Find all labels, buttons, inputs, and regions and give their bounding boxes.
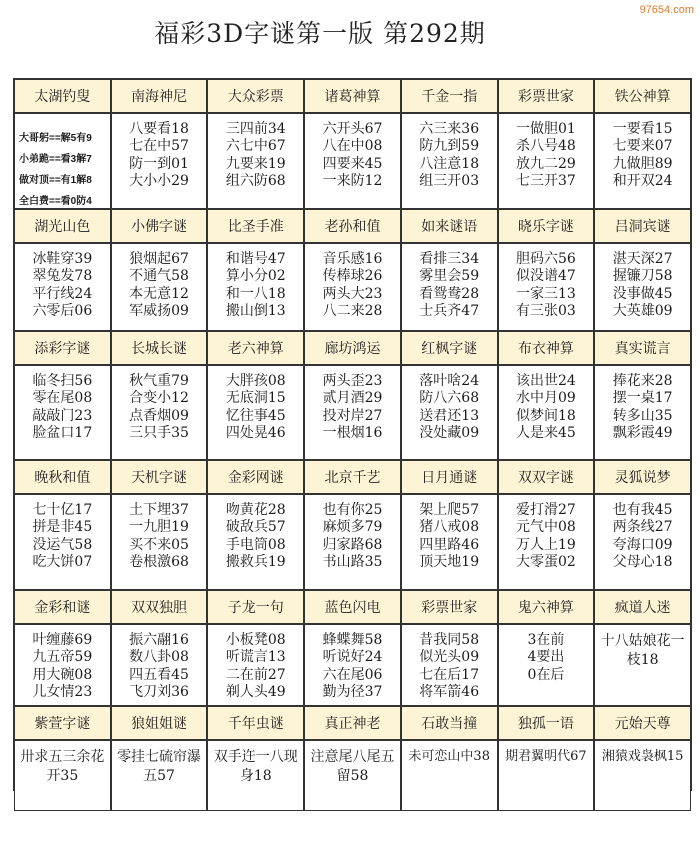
clue-line: 一九胆19 bbox=[129, 519, 189, 536]
puzzle-clue-cell bbox=[594, 494, 691, 590]
clue-line: 3在前 bbox=[527, 632, 565, 648]
clue-line: 四处晃46 bbox=[225, 424, 286, 441]
puzzle-source-header: 晚秋和值 bbox=[14, 460, 111, 494]
clue-line: 四里路46 bbox=[419, 536, 480, 553]
clue-line: 也有我45 bbox=[612, 502, 673, 518]
clue-line: 临冬扫56 bbox=[32, 373, 93, 389]
clue-line: 大零蛋02 bbox=[516, 553, 576, 570]
clue-line: 防八六68 bbox=[419, 390, 480, 407]
puzzle-clue-cell bbox=[401, 243, 498, 331]
puzzle-source-header: 真实谎言 bbox=[594, 331, 691, 365]
clue-line: 大哥躬==解5有9 bbox=[19, 133, 92, 144]
clue-line: 秋气重79 bbox=[129, 373, 189, 389]
clue-line: 二在前27 bbox=[225, 666, 286, 683]
clue-line: 麻烦多79 bbox=[322, 519, 383, 536]
clue-line: 飞刀刘36 bbox=[129, 683, 189, 700]
clue-line: 该出世24 bbox=[516, 373, 576, 389]
clue-line: 猪八戒08 bbox=[419, 519, 480, 536]
clue-line: 敲敲门23 bbox=[32, 407, 93, 424]
puzzle-clue-cell bbox=[498, 494, 595, 590]
puzzle-clue-cell bbox=[304, 494, 401, 590]
clue-line: 翠兔发78 bbox=[32, 268, 93, 285]
puzzle-clue-cell bbox=[111, 365, 208, 460]
puzzle-source-header: 彩票世家 bbox=[401, 590, 498, 624]
puzzle-clue-cell bbox=[14, 243, 111, 331]
puzzle-source-header: 廊坊鸿运 bbox=[304, 331, 401, 365]
puzzle-source-header: 比圣手准 bbox=[207, 209, 304, 243]
clue-line: 四五看45 bbox=[129, 666, 189, 683]
puzzle-clue-cell bbox=[304, 740, 401, 811]
clue-line: 卷根激68 bbox=[129, 553, 189, 570]
puzzle-source-header: 铁公神算 bbox=[594, 79, 691, 113]
clue-line: 七十亿17 bbox=[32, 502, 93, 518]
clue-line: 买不来05 bbox=[129, 536, 189, 553]
puzzle-clue-cell bbox=[14, 494, 111, 590]
clue-line: 狼烟起67 bbox=[129, 251, 189, 267]
puzzle-source-header: 双双字谜 bbox=[498, 460, 595, 494]
clue-line: 湘猿戏袅枫15 bbox=[601, 749, 684, 764]
clue-line: 四要来45 bbox=[322, 155, 383, 172]
clue-line: 脸盆口17 bbox=[32, 424, 93, 441]
puzzle-clue-cell bbox=[498, 365, 595, 460]
clue-line: 看鸳鸯28 bbox=[419, 285, 480, 302]
clue-line: 十八姑娘花一枝18 bbox=[600, 633, 685, 668]
clue-line: 顶天地19 bbox=[419, 553, 480, 570]
puzzle-clue-cell bbox=[111, 494, 208, 590]
puzzle-source-header: 太湖钓叟 bbox=[14, 79, 111, 113]
clue-line: 未可恋山中38 bbox=[408, 749, 490, 764]
puzzle-clue-cell bbox=[14, 365, 111, 460]
puzzle-clue-cell bbox=[594, 113, 691, 209]
clue-line: 不通气58 bbox=[129, 268, 189, 285]
clue-line: 七在后17 bbox=[419, 666, 480, 683]
clue-line: 和谐号47 bbox=[225, 251, 286, 267]
puzzle-clue-cell bbox=[207, 113, 304, 209]
puzzle-clue-cell bbox=[304, 624, 401, 706]
clue-line: 0在后 bbox=[527, 666, 565, 683]
clue-line: 全白费==看0防4 bbox=[19, 196, 92, 207]
puzzle-source-header: 双双独胆 bbox=[111, 590, 208, 624]
puzzle-clue-cell bbox=[207, 624, 304, 706]
clue-line: 夸海口09 bbox=[612, 536, 673, 553]
puzzle-source-header: 蓝色闪电 bbox=[304, 590, 401, 624]
puzzle-source-header: 子龙一句 bbox=[207, 590, 304, 624]
clue-line: 剃人头49 bbox=[225, 683, 286, 700]
clue-line: 架上爬57 bbox=[419, 502, 480, 518]
clue-line: 勤为径37 bbox=[322, 683, 383, 700]
puzzle-clue-cell bbox=[207, 243, 304, 331]
puzzle-clue-cell bbox=[401, 365, 498, 460]
puzzle-source-header: 吕洞宾谜 bbox=[594, 209, 691, 243]
clue-line: 握镰刀58 bbox=[612, 268, 673, 285]
puzzle-source-header: 紫萱字谜 bbox=[14, 706, 111, 740]
clue-line: 元气中08 bbox=[516, 519, 576, 536]
puzzle-source-header: 灵狐说梦 bbox=[594, 460, 691, 494]
puzzle-source-header: 南海神尼 bbox=[111, 79, 208, 113]
clue-line: 冰鞋穿39 bbox=[32, 251, 93, 267]
puzzle-clue-cell bbox=[498, 624, 595, 706]
clue-line: 本无意12 bbox=[129, 285, 189, 302]
clue-line: 破敌兵57 bbox=[225, 519, 286, 536]
clue-line: 卅求五三余花开35 bbox=[20, 749, 105, 784]
clue-line: 杀八号48 bbox=[516, 138, 576, 155]
puzzle-source-header: 金彩和谜 bbox=[14, 590, 111, 624]
clue-line: 做对顶==有1解8 bbox=[19, 175, 92, 186]
puzzle-source-header: 添彩字谜 bbox=[14, 331, 111, 365]
clue-line: 数八卦08 bbox=[129, 649, 189, 666]
clue-line: 似光头09 bbox=[419, 649, 480, 666]
clue-line: 有三张03 bbox=[516, 302, 576, 319]
clue-line: 雾里会59 bbox=[419, 268, 480, 285]
puzzle-source-header: 元始天尊 bbox=[594, 706, 691, 740]
clue-line: 搬救兵19 bbox=[225, 553, 286, 570]
clue-line: 归家路68 bbox=[322, 536, 383, 553]
puzzle-source-header: 布衣神算 bbox=[498, 331, 595, 365]
clue-line: 三四前34 bbox=[225, 121, 286, 137]
clue-line: 贰月酒29 bbox=[322, 390, 383, 407]
clue-line: 搬山倒13 bbox=[225, 302, 286, 319]
puzzle-source-header: 湖光山色 bbox=[14, 209, 111, 243]
clue-line: 人是来45 bbox=[516, 424, 576, 441]
clue-line: 忆往事45 bbox=[225, 407, 286, 424]
clue-line: 用大碗08 bbox=[32, 666, 93, 683]
puzzle-source-header: 如来谜语 bbox=[401, 209, 498, 243]
puzzle-source-header: 大众彩票 bbox=[207, 79, 304, 113]
clue-line: 也有你25 bbox=[322, 502, 383, 518]
clue-line: 传棒球26 bbox=[322, 268, 383, 285]
clue-line: 八注意18 bbox=[419, 155, 480, 172]
puzzle-source-header: 千年虫谜 bbox=[207, 706, 304, 740]
puzzle-source-header: 独孤一语 bbox=[498, 706, 595, 740]
puzzle-source-header: 鬼六神算 bbox=[498, 590, 595, 624]
clue-line: 振六翮16 bbox=[129, 632, 189, 648]
clue-line: 九要来19 bbox=[225, 155, 286, 172]
clue-line: 没事做45 bbox=[612, 285, 673, 302]
clue-line: 大小小29 bbox=[129, 172, 189, 189]
clue-line: 没运气58 bbox=[32, 536, 93, 553]
puzzle-source-header: 天机字谜 bbox=[111, 460, 208, 494]
site-watermark: 97654.com bbox=[639, 4, 694, 16]
clue-line: 组三开03 bbox=[419, 172, 480, 189]
clue-line: 防九到59 bbox=[419, 138, 480, 155]
puzzle-table bbox=[13, 78, 692, 791]
puzzle-clue-cell bbox=[111, 243, 208, 331]
puzzle-clue-cell bbox=[401, 113, 498, 209]
clue-line: 音乐感16 bbox=[322, 251, 383, 267]
clue-line: 七要来07 bbox=[612, 138, 673, 155]
puzzle-clue-cell bbox=[401, 740, 498, 811]
puzzle-clue-cell bbox=[594, 365, 691, 460]
clue-line: 4要出 bbox=[527, 649, 565, 666]
puzzle-source-header: 诸葛神算 bbox=[304, 79, 401, 113]
puzzle-clue-cell bbox=[401, 624, 498, 706]
clue-line: 落叶啥24 bbox=[419, 373, 480, 389]
puzzle-source-header: 小佛字谜 bbox=[111, 209, 208, 243]
clue-line: 投对岸27 bbox=[322, 407, 383, 424]
clue-line: 零在尾08 bbox=[32, 390, 93, 407]
puzzle-source-header: 石敢当撞 bbox=[401, 706, 498, 740]
puzzle-source-header: 北京千艺 bbox=[304, 460, 401, 494]
clue-line: 和一八18 bbox=[225, 285, 286, 302]
clue-line: 看排三34 bbox=[419, 251, 480, 267]
clue-line: 平行线24 bbox=[32, 285, 93, 302]
clue-line: 水中月09 bbox=[516, 390, 576, 407]
clue-line: 合变小12 bbox=[129, 390, 189, 407]
clue-line: 六零后06 bbox=[32, 302, 93, 319]
clue-line: 防一到01 bbox=[129, 155, 189, 172]
clue-line: 军威扬09 bbox=[129, 302, 189, 319]
puzzle-source-header: 日月通谜 bbox=[401, 460, 498, 494]
clue-line: 似梦间18 bbox=[516, 407, 576, 424]
clue-line: 父母心18 bbox=[612, 553, 673, 570]
clue-line: 大胖孩08 bbox=[225, 373, 286, 389]
clue-line: 听说好24 bbox=[322, 649, 383, 666]
clue-line: 两头歪23 bbox=[322, 373, 383, 389]
clue-line: 一家三13 bbox=[516, 285, 576, 302]
clue-line: 叶缠藤69 bbox=[32, 632, 93, 648]
puzzle-source-header: 长城长谜 bbox=[111, 331, 208, 365]
clue-line: 九五帝59 bbox=[32, 649, 93, 666]
clue-line: 两头大23 bbox=[322, 285, 383, 302]
puzzle-source-header: 金彩网谜 bbox=[207, 460, 304, 494]
clue-line: 吃大饼07 bbox=[32, 553, 93, 570]
clue-line: 书山路35 bbox=[322, 553, 383, 570]
clue-line: 昔我同58 bbox=[419, 632, 480, 648]
puzzle-clue-cell bbox=[14, 624, 111, 706]
puzzle-clue-cell bbox=[594, 624, 691, 706]
puzzle-clue-cell bbox=[304, 113, 401, 209]
clue-line: 爱打滑27 bbox=[516, 502, 576, 518]
clue-line: 儿女情23 bbox=[32, 683, 93, 700]
clue-line: 和开双24 bbox=[612, 172, 673, 189]
clue-line: 八在中08 bbox=[322, 138, 383, 155]
clue-line: 听谎言13 bbox=[225, 649, 286, 666]
clue-line: 转多山35 bbox=[612, 407, 673, 424]
clue-line: 捧花来28 bbox=[612, 373, 673, 389]
puzzle-clue-cell bbox=[498, 113, 595, 209]
clue-line: 六三来36 bbox=[419, 121, 480, 137]
clue-line: 一来防12 bbox=[322, 172, 383, 189]
clue-line: 组六防68 bbox=[225, 172, 286, 189]
clue-line: 六在尾06 bbox=[322, 666, 383, 683]
clue-line: 放九二29 bbox=[516, 155, 576, 172]
clue-line: 一做胆01 bbox=[516, 121, 576, 137]
clue-line: 没处藏09 bbox=[419, 424, 480, 441]
puzzle-clue-cell bbox=[498, 740, 595, 811]
clue-line: 六开头67 bbox=[322, 121, 383, 137]
clue-line: 点香烟09 bbox=[129, 407, 189, 424]
clue-line: 零挂七硫帘瀑五57 bbox=[117, 749, 202, 784]
puzzle-clue-cell bbox=[594, 740, 691, 811]
clue-line: 小弟跪==看3解7 bbox=[19, 154, 92, 165]
puzzle-clue-cell bbox=[401, 494, 498, 590]
clue-line: 七三开37 bbox=[516, 172, 576, 189]
puzzle-clue-cell bbox=[207, 365, 304, 460]
clue-line: 送君还13 bbox=[419, 407, 480, 424]
puzzle-clue-cell bbox=[207, 494, 304, 590]
clue-line: 两条线27 bbox=[612, 519, 673, 536]
puzzle-clue-cell bbox=[304, 243, 401, 331]
puzzle-clue-cell bbox=[594, 243, 691, 331]
puzzle-clue-cell bbox=[304, 365, 401, 460]
clue-line: 胆码六56 bbox=[516, 251, 576, 267]
clue-line: 摆一桌17 bbox=[612, 390, 673, 407]
clue-line: 飘彩霞49 bbox=[612, 424, 673, 441]
clue-line: 吻黄花28 bbox=[225, 502, 286, 518]
clue-line: 注意尾八尾五留58 bbox=[310, 749, 395, 784]
puzzle-source-header: 彩票世家 bbox=[498, 79, 595, 113]
clue-line: 期君翼明代67 bbox=[505, 749, 587, 764]
puzzle-clue-cell bbox=[498, 243, 595, 331]
clue-line: 七在中57 bbox=[129, 138, 189, 155]
puzzle-source-header: 红枫字谜 bbox=[401, 331, 498, 365]
clue-line: 士兵齐47 bbox=[419, 302, 480, 319]
puzzle-clue-cell bbox=[111, 624, 208, 706]
clue-line: 蜂蝶舞58 bbox=[322, 632, 383, 648]
clue-line: 一根烟16 bbox=[322, 424, 383, 441]
clue-line: 将军箭46 bbox=[419, 683, 480, 700]
clue-line: 无底洞15 bbox=[225, 390, 286, 407]
puzzle-source-header: 狼姐姐谜 bbox=[111, 706, 208, 740]
clue-line: 八要看18 bbox=[129, 121, 189, 137]
clue-line: 似没谱47 bbox=[516, 268, 576, 285]
puzzle-clue-cell bbox=[111, 740, 208, 811]
puzzle-clue-cell bbox=[111, 113, 208, 209]
puzzle-source-header: 晓乐字谜 bbox=[498, 209, 595, 243]
clue-line: 拼是非45 bbox=[32, 519, 93, 536]
clue-line: 小板凳08 bbox=[225, 632, 286, 648]
clue-line: 双手迕一八现身18 bbox=[213, 749, 298, 784]
puzzle-source-header: 老六神算 bbox=[207, 331, 304, 365]
clue-line: 湛天深27 bbox=[612, 251, 673, 267]
puzzle-clue-cell bbox=[14, 740, 111, 811]
puzzle-source-header: 老孙和值 bbox=[304, 209, 401, 243]
puzzle-source-header: 真正神老 bbox=[304, 706, 401, 740]
clue-line: 大英雄09 bbox=[612, 302, 673, 319]
puzzle-clue-cell bbox=[207, 740, 304, 811]
clue-line: 手电筒08 bbox=[225, 536, 286, 553]
clue-line: 三只手35 bbox=[129, 424, 189, 441]
puzzle-source-header: 疯道人迷 bbox=[594, 590, 691, 624]
puzzle-source-header: 千金一指 bbox=[401, 79, 498, 113]
clue-line: 万人上19 bbox=[516, 536, 576, 553]
clue-line: 六七中67 bbox=[225, 138, 286, 155]
clue-line: 算小分02 bbox=[225, 268, 286, 285]
page-title: 福彩3D字谜第一版 第292期 bbox=[154, 19, 486, 48]
clue-line: 一要看15 bbox=[612, 121, 673, 137]
puzzle-clue-cell bbox=[14, 113, 111, 209]
clue-line: 九做胆89 bbox=[612, 155, 673, 172]
clue-line: 土下埋37 bbox=[129, 502, 189, 518]
clue-line: 八二来28 bbox=[322, 302, 383, 319]
